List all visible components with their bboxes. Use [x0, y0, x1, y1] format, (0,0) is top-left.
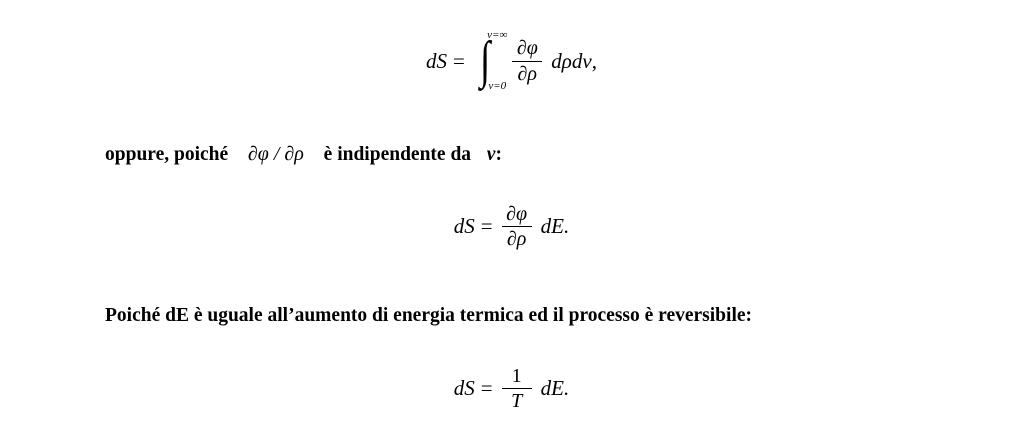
- equation-3-lhs: dS: [453, 376, 475, 401]
- paragraph-1-before-math: oppure, poiché: [105, 144, 229, 165]
- equation-1: [0, 30, 1023, 92]
- equation-3-relation: =: [480, 376, 493, 401]
- equation-1-punctuation: ,: [591, 48, 597, 73]
- partial-derivative-fraction: [502, 203, 532, 251]
- equation-2-trailing: dE.: [540, 214, 570, 239]
- partial-derivative-fraction: [512, 37, 542, 85]
- integral-upper-limit: v=∞: [487, 29, 508, 41]
- fraction-denominator: T: [511, 390, 523, 413]
- equation-2: [0, 203, 1023, 251]
- integral-operator: [477, 30, 507, 92]
- one-over-t-fraction: [502, 365, 532, 413]
- paragraph-oppure: [105, 143, 502, 166]
- integral-lower-limit: v=0: [488, 80, 507, 92]
- inline-math-partial-ratio: ∂φ / ∂ρ: [247, 143, 304, 165]
- equation-1-differentials: dρdν: [551, 48, 592, 73]
- paragraph-1-after-math: è indipendente da: [323, 144, 472, 165]
- equation-2-relation: =: [480, 214, 493, 239]
- fraction-bar: [512, 61, 542, 62]
- paragraph-1-variable: v: [486, 144, 496, 165]
- fraction-numerator: ∂φ: [506, 203, 528, 225]
- equation-3: [0, 365, 1023, 413]
- paragraph-poiche-de: Poiché dE è uguale all’aumento di energia termica ed il processo è reversibile:: [105, 305, 753, 326]
- equation-3-trailing: dE.: [540, 376, 570, 401]
- paragraph-1-punctuation: :: [495, 144, 502, 165]
- fraction-denominator: ∂ρ: [517, 62, 538, 85]
- fraction-bar: [502, 226, 532, 227]
- equation-2-lhs: dS: [453, 214, 475, 239]
- fraction-denominator: ∂ρ: [506, 228, 527, 251]
- equation-1-relation: =: [453, 48, 465, 73]
- integral-sign: ∫: [479, 31, 491, 89]
- fraction-numerator: ∂φ: [516, 37, 538, 60]
- equation-1-lhs: dS: [426, 48, 448, 73]
- fraction-numerator: 1: [511, 365, 522, 387]
- fraction-bar: [502, 388, 532, 389]
